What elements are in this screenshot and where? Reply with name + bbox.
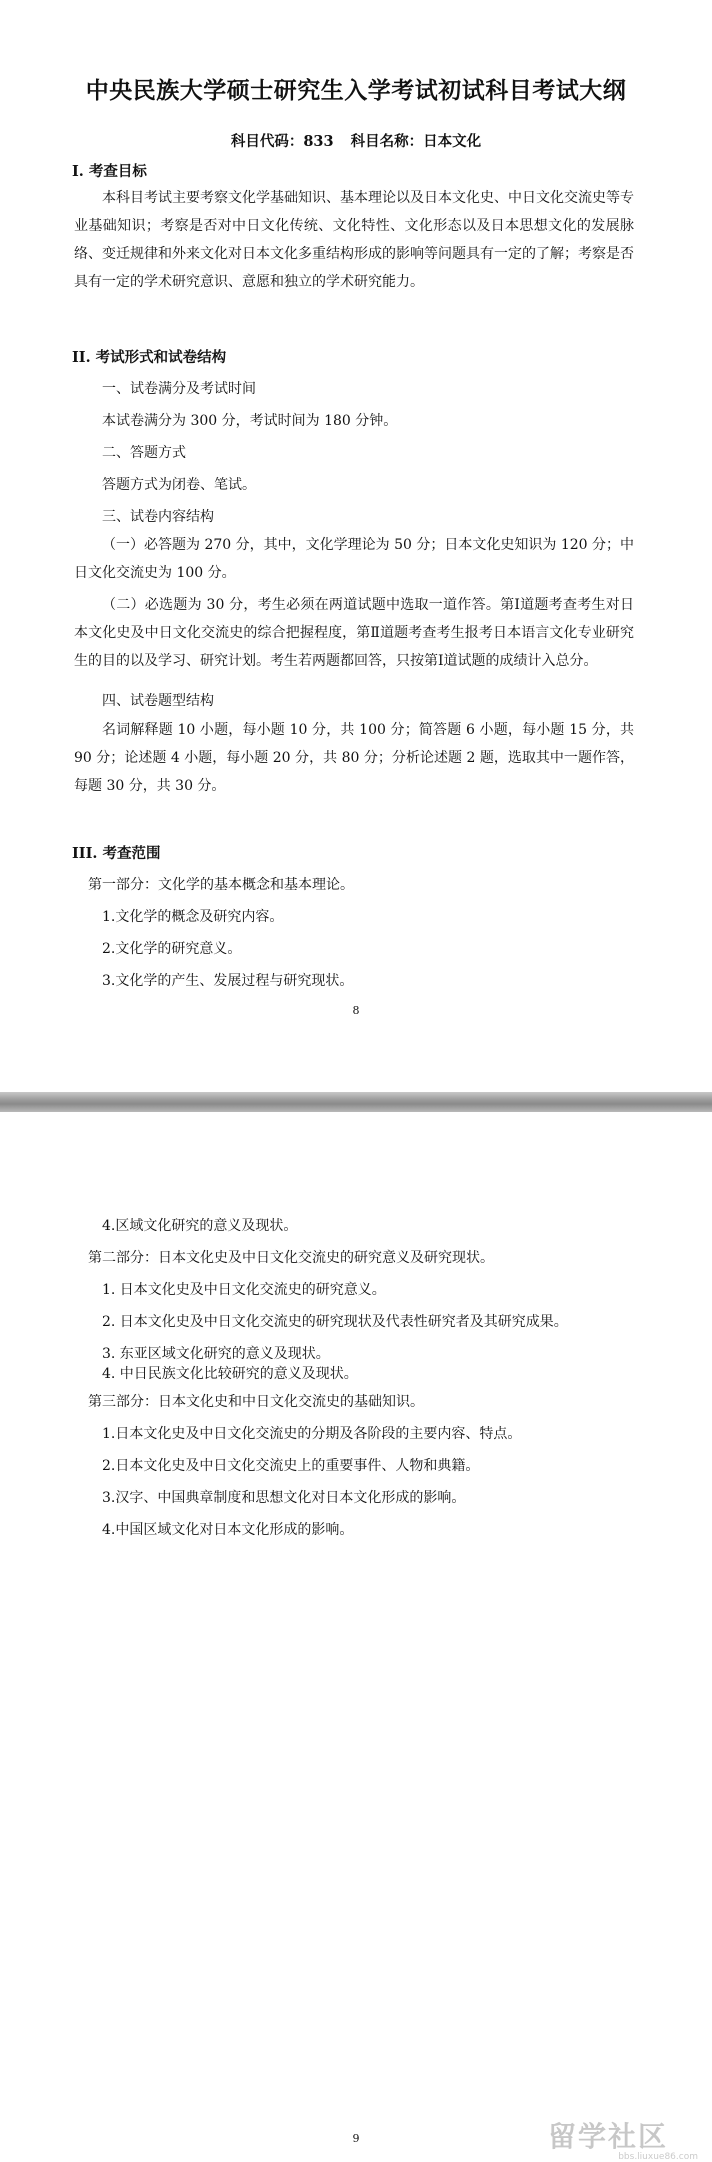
part-3-title: 第三部分：日本文化史和中日文化交流史的基础知识。 — [88, 1394, 424, 1410]
part-1-title: 第一部分：文化学的基本概念和基本理论。 — [88, 877, 354, 893]
item-1-title: 一、试卷满分及考试时间 — [102, 381, 256, 397]
part-2-item: 3. 东亚区域文化研究的意义及现状。 — [102, 1346, 330, 1362]
watermark-text: 留学社区 — [548, 2120, 669, 2153]
item-1-text: 本试卷满分为 300 分，考试时间为 180 分钟。 — [102, 413, 398, 429]
subject-name: 科目名称：日本文化 — [350, 133, 482, 150]
part-1-item: 1.文化学的概念及研究内容。 — [102, 909, 284, 925]
page-number: 9 — [352, 2132, 360, 2145]
section-1-heading: I. 考查目标 — [72, 163, 147, 180]
part-3-item: 3.汉字、中国典章制度和思想文化对日本文化形成的影响。 — [102, 1490, 466, 1506]
item-3-paragraph-2: （二）必选题为 30 分，考生必须在两道试题中选取一道作答。第Ⅰ道题考查考生对日本文化史及中日文化交流史的综合把握程度，第Ⅱ道题考查考生报考日本语言文化专业研究生的目的以及学习、研究计划。考生若两题都回答，只按第Ⅰ道试题的成绩计入总分。 — [74, 597, 634, 669]
continued-item: 4.区域文化研究的意义及现状。 — [102, 1218, 298, 1234]
watermark-url: bbs.liuxue86.com — [618, 2152, 698, 2162]
item-3-paragraph-1: （一）必答题为 270 分，其中，文化学理论为 50 分；日本文化史知识为 120 分；中日文化交流史为 100 分。 — [74, 537, 634, 581]
section-2-heading: II. 考试形式和试卷结构 — [72, 349, 227, 366]
part-1-item: 3.文化学的产生、发展过程与研究现状。 — [102, 973, 354, 989]
part-2-item: 2. 日本文化史及中日文化交流史的研究现状及代表性研究者及其研究成果。 — [102, 1314, 568, 1330]
document-title: 中央民族大学硕士研究生入学考试初试科目考试大纲 — [85, 77, 627, 104]
item-2-title: 二、答题方式 — [102, 445, 186, 461]
part-3-item: 2.日本文化史及中日文化交流史上的重要事件、人物和典籍。 — [102, 1458, 480, 1474]
document-page-2 — [0, 1112, 712, 2162]
part-2-item: 4. 中日民族文化比较研究的意义及现状。 — [102, 1366, 358, 1382]
subject-info — [0, 130, 712, 151]
part-2-title: 第二部分：日本文化史及中日文化交流史的研究意义及研究现状。 — [88, 1250, 494, 1266]
subject-code: 科目代码：833 — [230, 133, 334, 150]
item-2-text: 答题方式为闭卷、笔试。 — [102, 477, 256, 493]
part-1-item: 2.文化学的研究意义。 — [102, 941, 242, 957]
part-2-item: 1. 日本文化史及中日文化交流史的研究意义。 — [102, 1282, 386, 1298]
part-3-item: 1.日本文化史及中日文化交流史的分期及各阶段的主要内容、特点。 — [102, 1426, 522, 1442]
item-4-title: 四、试卷题型结构 — [102, 693, 214, 709]
item-4-paragraph: 名词解释题 10 小题，每小题 10 分，共 100 分；简答题 6 小题，每小题 15 分，共 90 分；论述题 4 小题，每小题 20 分，共 80 分；分析论述题 2 题，选取其中一题作答，每题 30 分，共 30 分。 — [74, 722, 634, 794]
section-3-heading: III. 考查范围 — [72, 845, 161, 862]
section-1-paragraph: 本科目考试主要考察文化学基础知识、基本理论以及日本文化史、中日文化交流史等专业基础知识；考察是否对中日文化传统、文化特性、文化形态以及日本思想文化的发展脉络、变迁规律和外来文化对日本文化多重结构形成的影响等问题具有一定的了解；考察是否具有一定的学术研究意识、意愿和独立的学术研究能力。 — [74, 190, 634, 290]
page-separator — [0, 1092, 712, 1112]
item-3-title: 三、试卷内容结构 — [102, 509, 214, 525]
part-3-item: 4.中国区域文化对日本文化形成的影响。 — [102, 1522, 354, 1538]
page-number: 8 — [352, 1004, 360, 1017]
